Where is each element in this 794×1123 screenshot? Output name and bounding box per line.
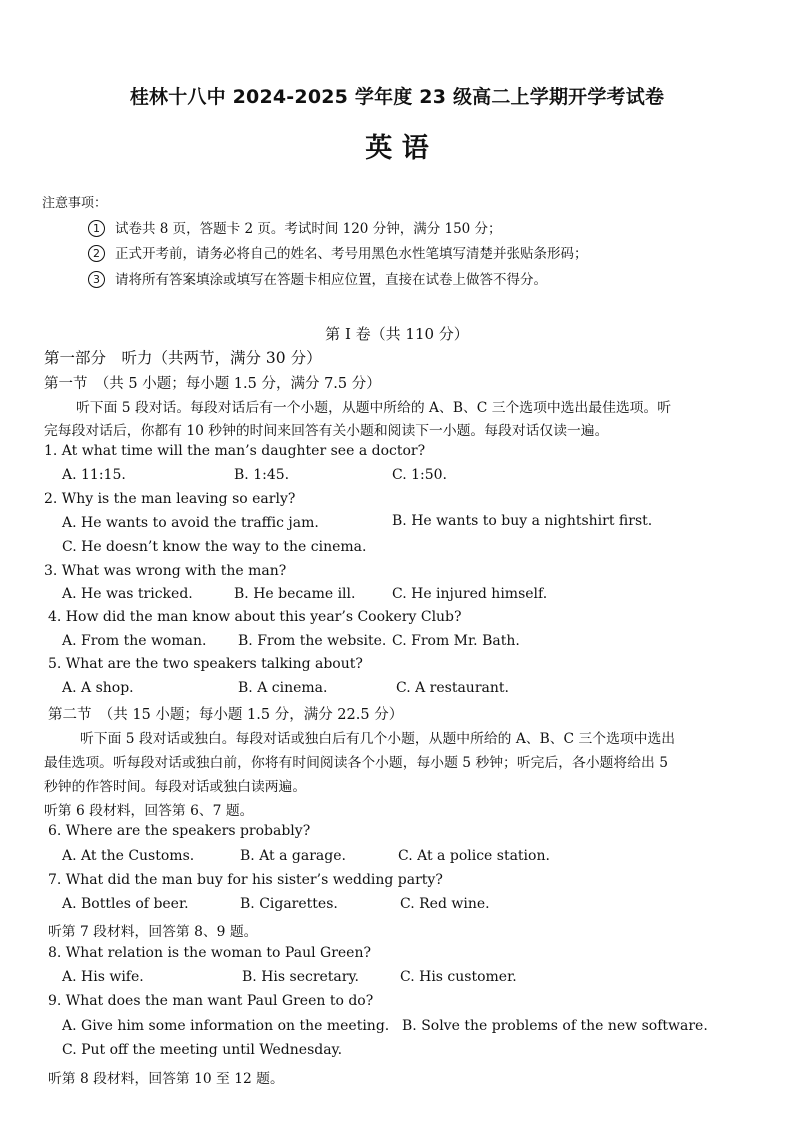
- question-stem: 9. What does the man want Paul Green to do?: [48, 993, 374, 1009]
- material-note: 听第 8 段材料，回答第 10 至 12 题。: [48, 1071, 284, 1087]
- notice-item: [88, 242, 588, 262]
- option-c: C. His customer.: [400, 969, 517, 985]
- instruction-line: 听下面 5 段对话。每段对话后有一个小题，从题中所给的 A、B、C 三个选项中选出最佳选项。听: [76, 400, 672, 416]
- option-c: C. He injured himself.: [392, 586, 548, 602]
- section-heading: 第二节 （共 15 小题；每小题 1.5 分，满分 22.5 分）: [48, 707, 404, 723]
- option-a: A. 11:15.: [62, 467, 126, 483]
- question-stem: 5. What are the two speakers talking about?: [48, 656, 363, 672]
- option-c: C. A restaurant.: [396, 680, 509, 696]
- instruction-line: 秒钟的作答时间。每段对话或独白读两遍。: [44, 779, 307, 795]
- option-b: B. From the website.: [238, 633, 387, 649]
- subject-title: 英 语: [365, 133, 429, 164]
- option-b: B. He wants to buy a nightshirt first.: [392, 513, 653, 529]
- notice-item: [88, 217, 502, 237]
- option-b: B. Solve the problems of the new software.: [402, 1018, 708, 1034]
- option-c: C. At a police station.: [398, 848, 550, 864]
- notice-text: 请将所有答案填涂或填写在答题卡相应位置，直接在试卷上做答不得分。: [115, 272, 547, 288]
- circled-number: 3: [88, 271, 105, 288]
- option-a: A. From the woman.: [62, 633, 207, 649]
- part-heading: 第一部分 听力（共两节，满分 30 分）: [44, 349, 322, 367]
- option-c: C. He doesn’t know the way to the cinema.: [62, 539, 367, 555]
- option-c: C. 1:50.: [392, 467, 448, 483]
- question-stem: 2. Why is the man leaving so early?: [44, 491, 296, 507]
- option-b: B. At a garage.: [240, 848, 346, 864]
- question-stem: 8. What relation is the woman to Paul Green?: [48, 945, 371, 961]
- notice-text: 试卷共 8 页，答题卡 2 页。考试时间 120 分钟，满分 150 分；: [115, 221, 502, 237]
- option-b: B. A cinema.: [238, 680, 328, 696]
- option-a: A. At the Customs.: [62, 848, 195, 864]
- option-a: A. He wants to avoid the traffic jam.: [62, 515, 319, 531]
- notice-item: [88, 268, 547, 288]
- option-a: A. He was tricked.: [62, 586, 193, 602]
- notice-heading: 注意事项：: [42, 196, 108, 211]
- material-note: 听第 7 段材料，回答第 8、9 题。: [48, 924, 258, 940]
- material-note: 听第 6 段材料，回答第 6、7 题。: [44, 803, 254, 819]
- option-c: C. From Mr. Bath.: [392, 633, 520, 649]
- exam-title: 桂林十八中 2024-2025 学年度 23 级高二上学期开学考试卷: [129, 86, 665, 108]
- instruction-line: 最佳选项。听每段对话或独白前，你将有时间阅读各个小题，每小题 5 秒钟；听完后，各小题将给出 5: [44, 755, 668, 771]
- circled-number: 1: [88, 220, 105, 237]
- option-a: A. Give him some information on the meeting.: [62, 1018, 390, 1034]
- option-c: C. Red wine.: [400, 896, 490, 912]
- section-heading: 第一节 （共 5 小题；每小题 1.5 分，满分 7.5 分）: [44, 376, 381, 392]
- question-stem: 1. At what time will the man’s daughter see a doctor?: [44, 443, 426, 459]
- option-b: B. He became ill.: [234, 586, 356, 602]
- instruction-line: 听下面 5 段对话或独白。每段对话或独白后有几个小题，从题中所给的 A、B、C 三个选项中选出: [80, 731, 676, 747]
- question-stem: 6. Where are the speakers probably?: [48, 823, 311, 839]
- instruction-line: 完每段对话后，你都有 10 秒钟的时间来回答有关小题和阅读下一小题。每段对话仅读一遍。: [44, 423, 609, 439]
- option-b: B. Cigarettes.: [240, 896, 338, 912]
- option-b: B. 1:45.: [234, 467, 290, 483]
- question-stem: 4. How did the man know about this year’s Cookery Club?: [48, 609, 462, 625]
- notice-text: 正式开考前，请务必将自己的姓名、考号用黑色水性笔填写清楚并张贴条形码；: [115, 246, 588, 262]
- option-b: B. His secretary.: [242, 969, 359, 985]
- option-a: A. His wife.: [62, 969, 144, 985]
- question-stem: 3. What was wrong with the man?: [44, 563, 287, 579]
- option-c: C. Put off the meeting until Wednesday.: [62, 1042, 343, 1058]
- volume-heading: 第 I 卷（共 110 分）: [325, 325, 469, 343]
- question-stem: 7. What did the man buy for his sister’s wedding party?: [48, 872, 443, 888]
- option-a: A. A shop.: [62, 680, 134, 696]
- circled-number: 2: [88, 245, 105, 262]
- option-a: A. Bottles of beer.: [62, 896, 189, 912]
